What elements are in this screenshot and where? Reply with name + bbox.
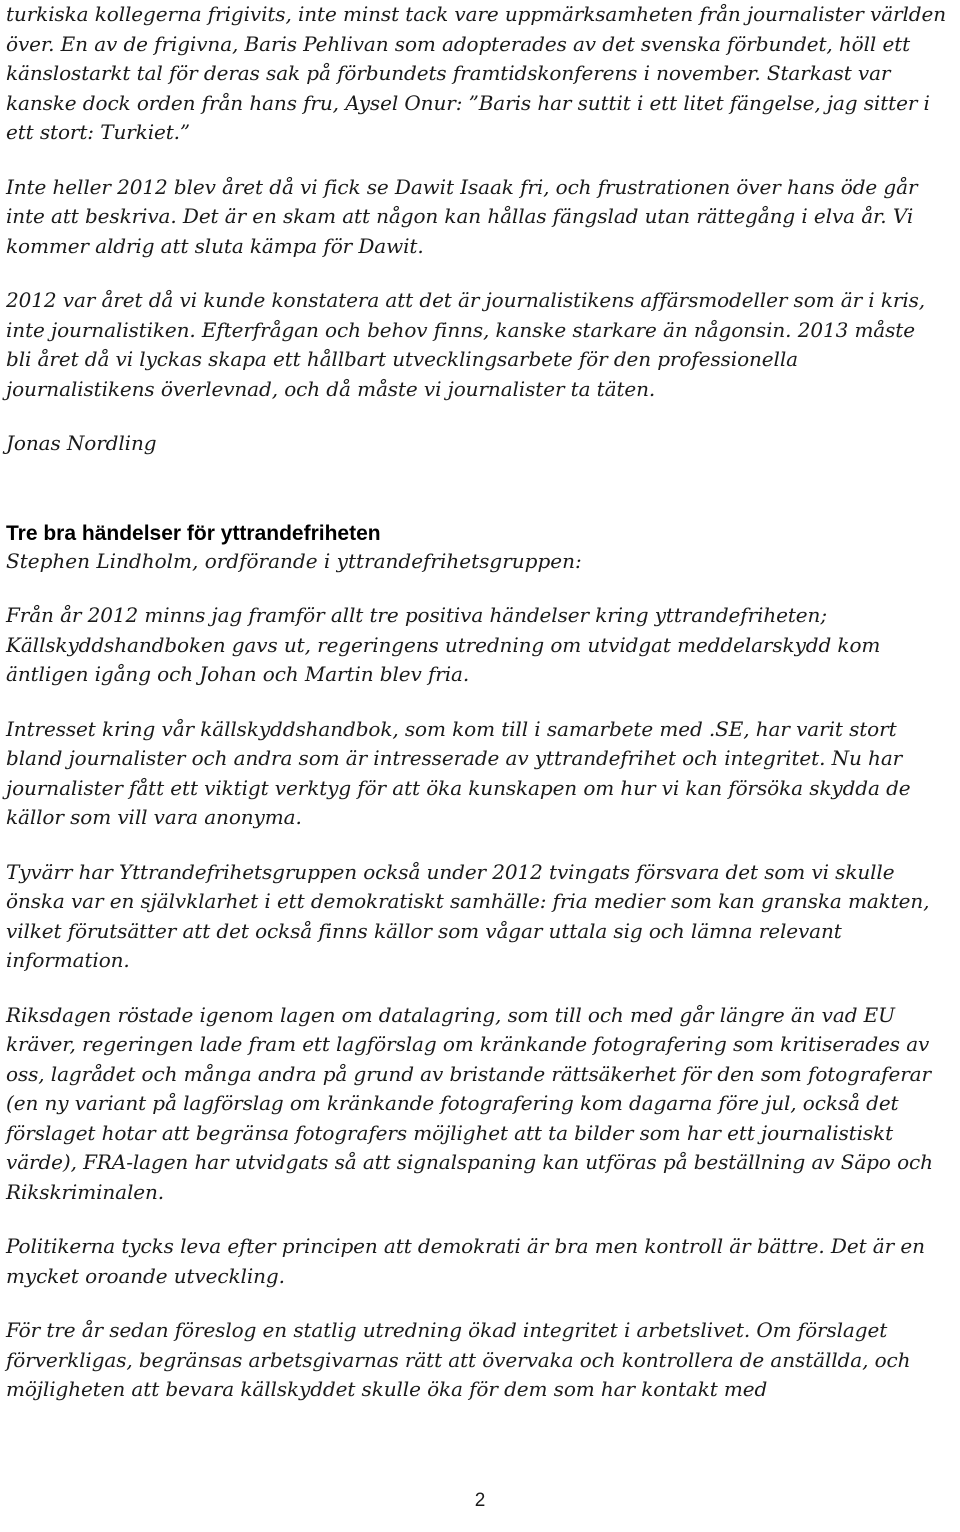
intro-paragraph-3: 2012 var året då vi kunde konstatera att det är journalistikens affärsmodeller som är i kris, inte journalistiken. Efterfrågan och behov finns, kanske starkare än någonsin. 2013 måste bli året då vi lyckas skapa ett hållbart utvecklingsarbete för den professionella journalistikens överlevnad, och då måste vi journalister ta täten. <box>6 288 926 401</box>
signature: Jonas Nordling <box>6 431 157 455</box>
section-subheading: Stephen Lindholm, ordförande i yttrandefrihetsgruppen: <box>6 548 582 573</box>
section-paragraph-2: Intresset kring vår källskyddshandbok, som kom till i samarbete med .SE, har varit stort bland journalister och andra som är intresserade av yttrandefrihet och integritet. Nu har journalister fått ett viktigt verktyg för att öka kunskapen om hur vi kan försöka skydda de källor som vill vara anonyma. <box>6 716 911 829</box>
section-paragraph-5: Politikerna tycks leva efter principen att demokrati är bra men kontroll är bättre. Det är en mycket oroande utveckling. <box>6 1234 925 1288</box>
section-paragraph-4: Riksdagen röstade igenom lagen om datalagring, som till och med går längre än vad EU kräver, regeringen lade fram ett lagförslag om kränkande fotografering som kritiserades av oss, lagrådet och många andra på grund av bristande rättsäkerhet för den som fotograferar (en ny variant på lagförslag om kränkande fotografering kom dagarna före jul, också det förslaget hotar att begränsa fotografers möjlighet att ta bilder som har ett journalistiskt värde), FRA-lagen har utvidgats så att signalspaning kan utföras på beställning av Säpo och Rikskriminalen. <box>6 1002 933 1204</box>
page-number: 2 <box>474 1490 486 1511</box>
section-heading: Tre bra händelser för yttrandefriheten <box>6 521 381 545</box>
section-paragraph-6: För tre år sedan föreslog en statlig utredning ökad integritet i arbetslivet. Om förslaget förverkligas, begränsas arbetsgivarnas rätt att övervaka och kontrollera de anställda, och möjligheten att bevara källskyddet skulle öka för dem som har kontakt med <box>6 1318 911 1401</box>
intro-paragraph-1: turkiska kollegerna frigivits, inte minst tack vare uppmärksamheten från journalister världen över. En av de frigivna, Baris Pehlivan som adopterades av det svenska förbundet, höll ett känslostarkt tal för deras sak på förbundets framtidskonferens i november. Starkast var kanske dock orden från hans fru, Aysel Onur: ”Baris har suttit i ett litet fängelse, jag sitter i ett stort: Turkiet.” <box>6 2 946 144</box>
section-paragraph-1: Från år 2012 minns jag framför allt tre positiva händelser kring yttrandefriheten; Källskyddshandboken gavs ut, regeringens utredning om utvidgat meddelarskydd kom äntligen igång och Johan och Martin blev fria. <box>6 603 881 686</box>
intro-paragraph-2: Inte heller 2012 blev året då vi fick se Dawit Isaak fri, och frustrationen över hans öde går inte att beskriva. Det är en skam att någon kan hållas fängslad utan rättegång i elva år. Vi kommer aldrig att sluta kämpa för Dawit. <box>6 174 918 258</box>
section-paragraph-3: Tyvärr har Yttrandefrihetsgruppen också under 2012 tvingats försvara det som vi skulle önska var en självklarhet i ett demokratiskt samhälle: fria medier som kan granska makten, vilket förutsätter att det också finns källor som vågar uttala sig och lämna relevant information. <box>6 859 930 972</box>
